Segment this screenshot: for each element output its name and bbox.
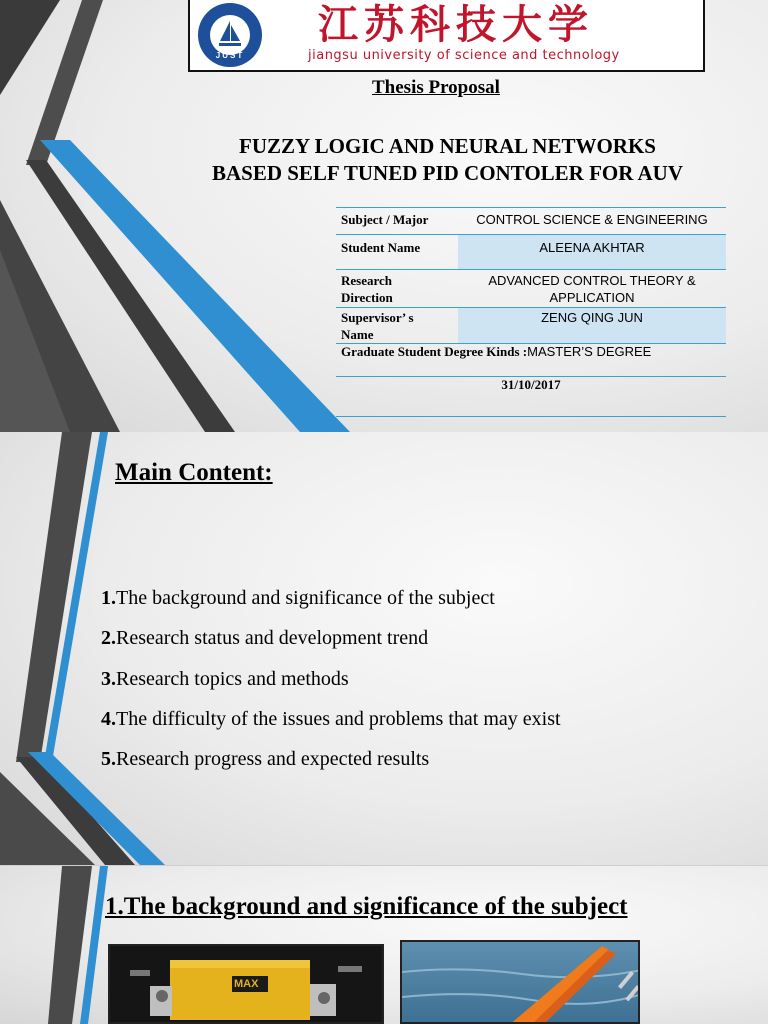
contents-item-5	[101, 748, 429, 771]
info-row-supervisor	[336, 307, 726, 344]
auv-photo	[400, 940, 640, 1024]
item-text: Research topics and methods	[116, 668, 349, 690]
supervisor-label	[341, 309, 414, 343]
student-value: ALEENA AKHTAR	[539, 240, 645, 255]
thesis-title-line-1: FUZZY LOGIC AND NEURAL NETWORKS	[239, 134, 656, 158]
item-number: 1.	[101, 587, 116, 609]
research-label-line-2: Direction	[341, 290, 393, 305]
degree-value: MASTER’S DEGREE	[527, 344, 652, 359]
research-label-line-1: Research	[341, 273, 393, 288]
subject-value: CONTROL SCIENCE & ENGINEERING	[476, 212, 708, 227]
contents-slide	[0, 432, 768, 865]
info-row-degree	[336, 343, 726, 377]
contents-item-2	[101, 627, 428, 650]
info-row-student	[336, 234, 726, 270]
research-value	[458, 272, 726, 306]
seal-text: JUST	[215, 51, 245, 60]
item-number: 4.	[101, 708, 116, 730]
section-title: 1.The background and significance of the subject	[105, 893, 628, 920]
item-text: Research progress and expected results	[116, 748, 430, 770]
info-row-date	[336, 376, 726, 417]
info-row-research	[336, 269, 726, 308]
university-seal-icon	[198, 3, 262, 67]
university-logo	[188, 0, 705, 72]
contents-item-3	[101, 668, 349, 691]
title-slide	[0, 0, 768, 432]
thesis-title-line-2: BASED SELF TUNED PID CONTOLER FOR AUV	[211, 161, 684, 185]
item-number: 2.	[101, 627, 116, 649]
supervisor-value: ZENG QING JUN	[541, 310, 643, 325]
research-value-line-2: APPLICATION	[549, 290, 635, 305]
degree-entry	[341, 344, 651, 360]
contents-title: Main Content:	[115, 459, 273, 486]
background-slide	[0, 866, 768, 1024]
slide-decoration	[0, 866, 120, 1024]
student-label: Student Name	[341, 240, 421, 255]
rov-photo	[108, 944, 384, 1024]
proposal-date: 31/10/2017	[501, 377, 561, 392]
item-number: 5.	[101, 748, 116, 770]
supervisor-label-line-2: Name	[341, 327, 374, 342]
thesis-title	[150, 133, 745, 187]
item-text: Research status and development trend	[116, 627, 429, 649]
university-name-chinese: 江苏科技大学	[318, 1, 594, 48]
university-name-english: jiangsu university of science and technology	[308, 48, 620, 63]
degree-label: Graduate Student Degree Kinds :	[341, 344, 528, 359]
research-label	[341, 272, 393, 306]
info-row-subject	[336, 207, 726, 235]
contents-item-1	[101, 587, 495, 610]
research-value-line-1: ADVANCED CONTROL THEORY &	[488, 273, 696, 288]
supervisor-label-line-1: Supervisor’ s	[341, 310, 414, 325]
proposal-heading: Thesis Proposal	[372, 77, 500, 98]
item-number: 3.	[101, 668, 116, 690]
subject-label: Subject / Major	[341, 212, 429, 227]
item-text: The background and significance of the subject	[116, 587, 495, 609]
contents-item-4	[101, 708, 561, 731]
item-text: The difficulty of the issues and problems that may exist	[116, 708, 561, 730]
rov-badge: MAX	[234, 978, 259, 990]
